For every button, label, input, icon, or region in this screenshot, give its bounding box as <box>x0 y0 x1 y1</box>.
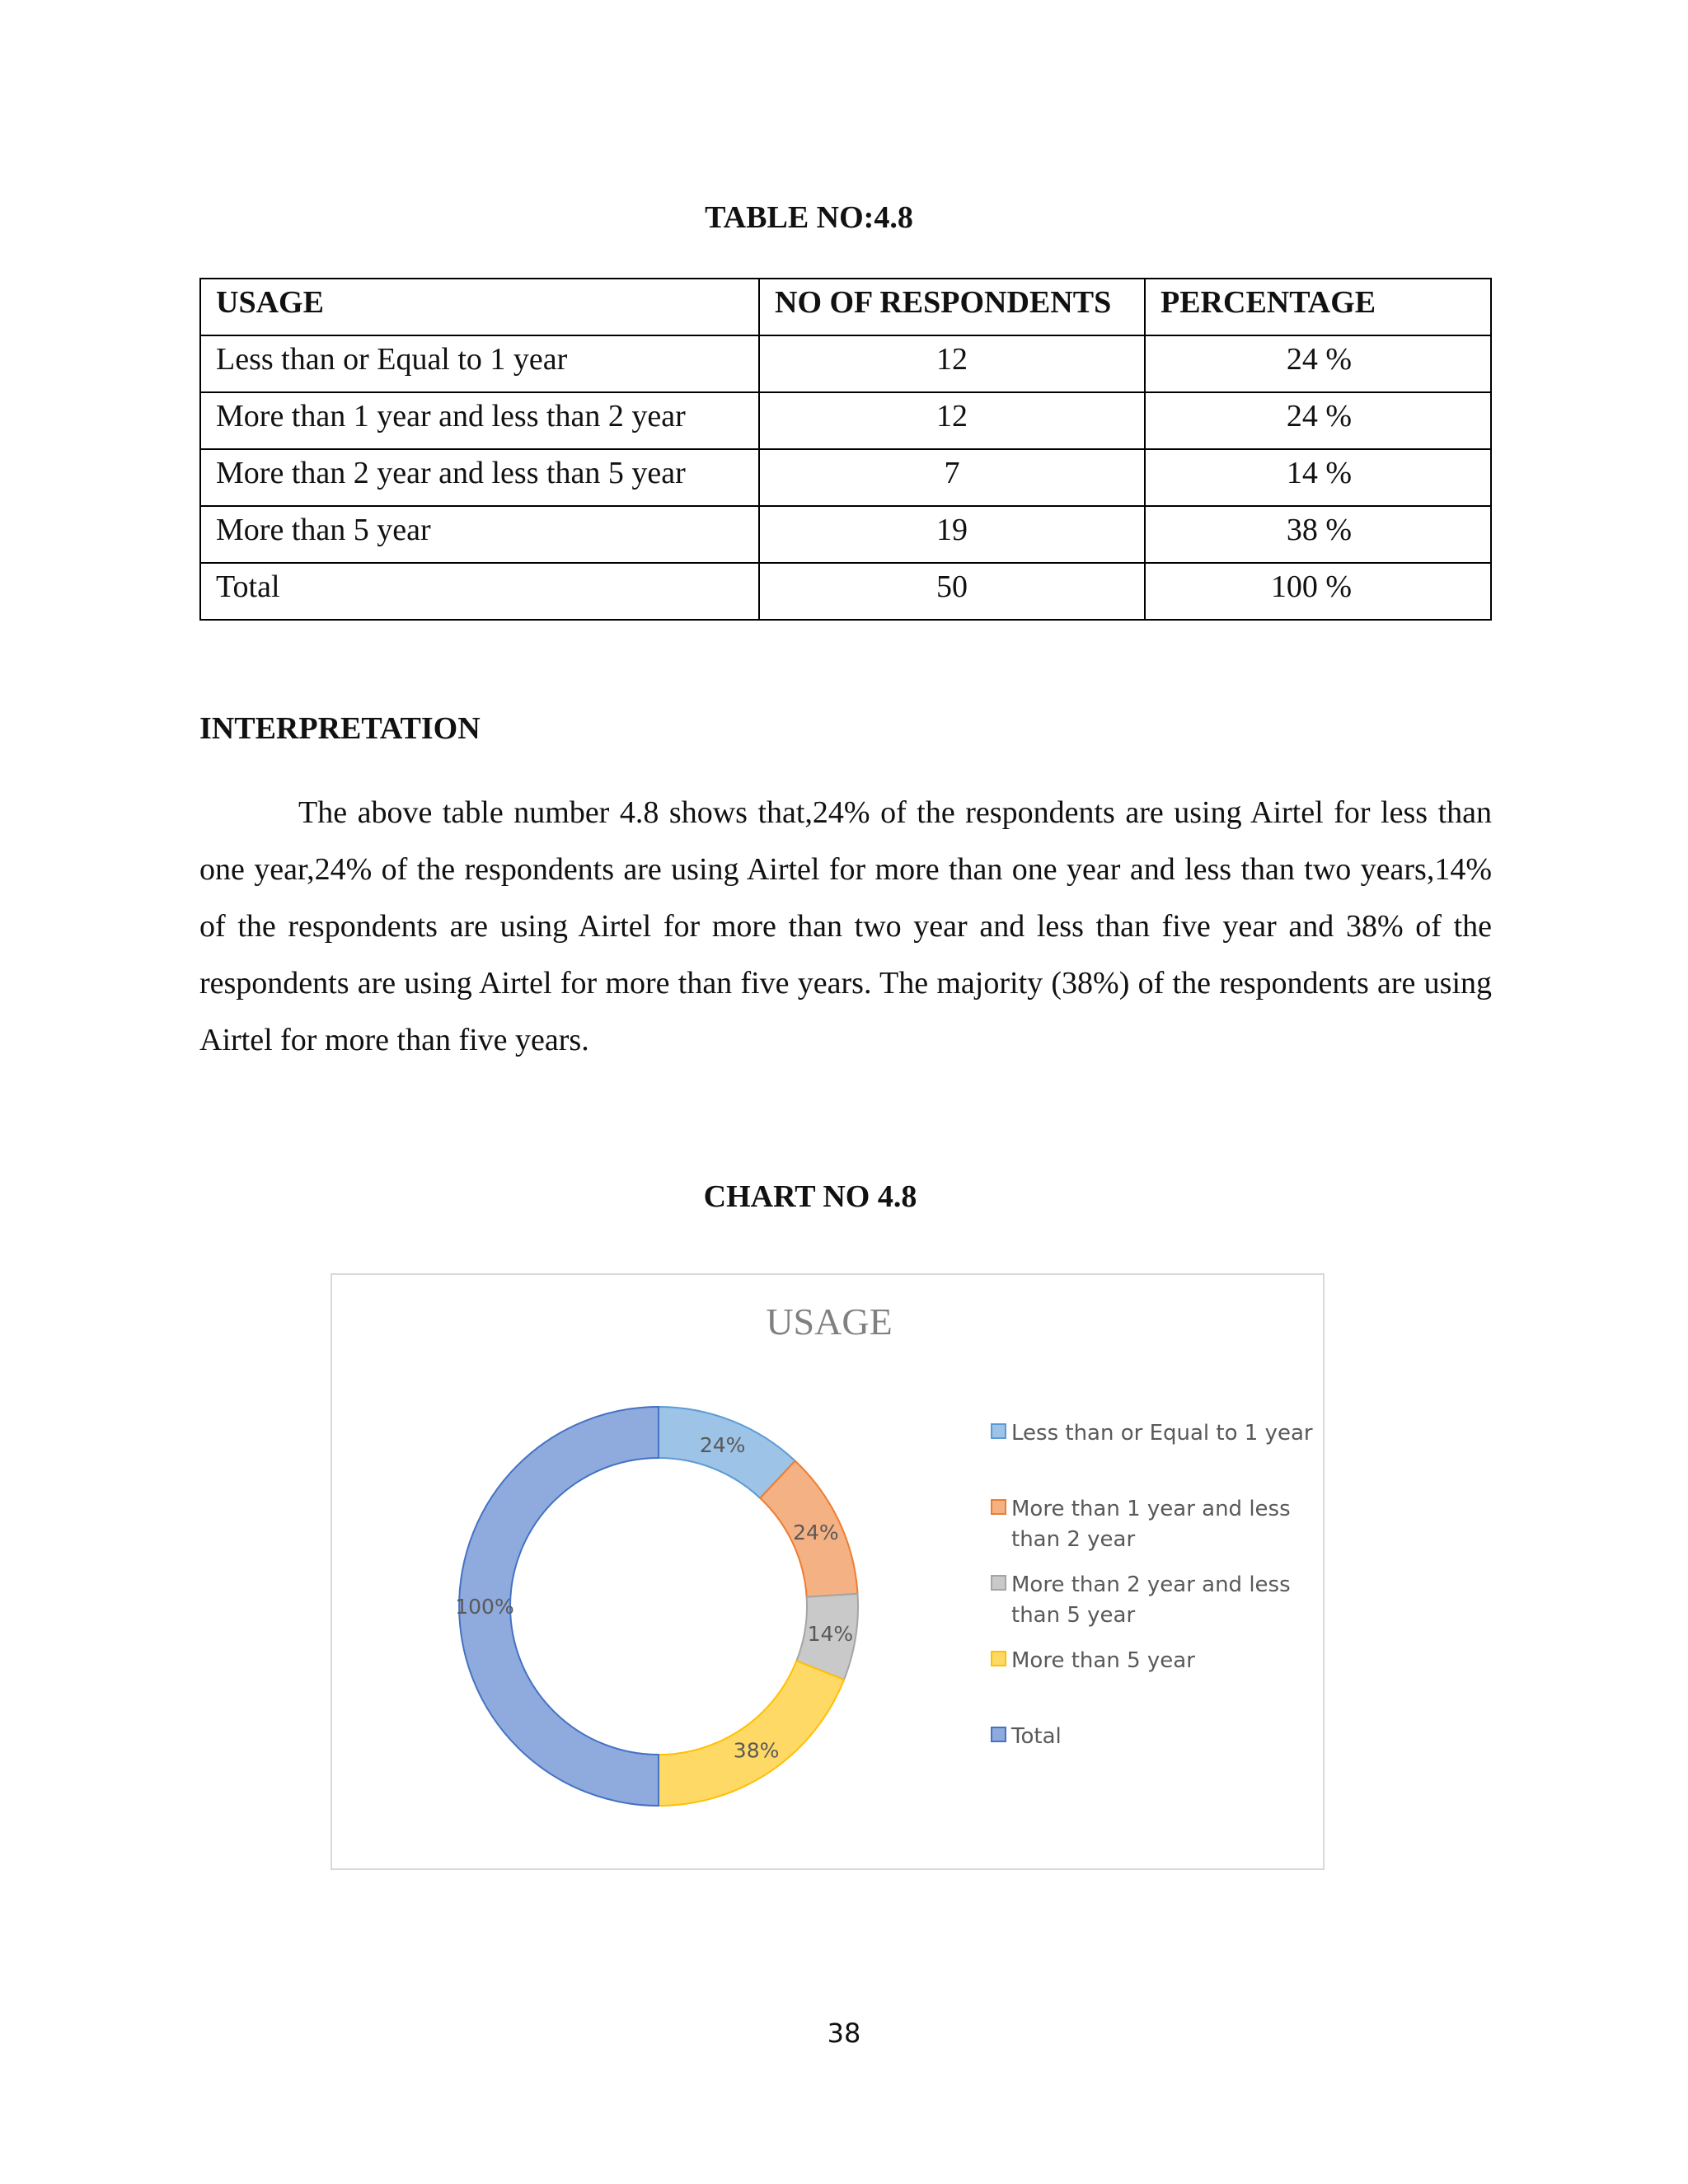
doughnut-chart <box>332 1275 1323 1868</box>
cell-respondents: 12 <box>759 335 1145 392</box>
cell-usage: More than 5 year <box>200 506 759 563</box>
usage-table <box>199 278 1492 621</box>
cell-usage: Less than or Equal to 1 year <box>200 335 759 392</box>
table-header-row <box>200 279 1491 335</box>
table-row <box>200 392 1491 449</box>
cell-percentage: 14 % <box>1145 449 1491 506</box>
legend-swatch <box>992 1652 1006 1666</box>
cell-usage: Total <box>200 563 759 620</box>
table-title: TABLE NO:4.8 <box>705 200 913 235</box>
doughnut-slice <box>659 1661 844 1806</box>
chart-slices <box>459 1407 858 1806</box>
chart-title: USAGE <box>766 1301 893 1343</box>
table-row <box>200 506 1491 563</box>
data-label: 38% <box>733 1738 780 1763</box>
legend-label: More than 2 year and less <box>1011 1572 1291 1597</box>
legend-swatch <box>992 1500 1006 1514</box>
cell-usage: More than 2 year and less than 5 year <box>200 449 759 506</box>
legend-label: Less than or Equal to 1 year <box>1011 1421 1313 1446</box>
data-label: 24% <box>699 1432 746 1457</box>
header-percentage: PERCENTAGE <box>1145 279 1491 335</box>
legend-label: than 5 year <box>1011 1603 1136 1628</box>
header-usage: USAGE <box>200 279 759 335</box>
cell-percentage: 38 % <box>1145 506 1491 563</box>
page-number: 38 <box>827 2018 861 2049</box>
cell-percentage: 24 % <box>1145 335 1491 392</box>
chart-area <box>331 1273 1325 1870</box>
cell-percentage: 100 % <box>1145 563 1491 620</box>
header-respondents: NO OF RESPONDENTS <box>759 279 1145 335</box>
interpretation-paragraph: The above table number 4.8 shows that,24% of the respondents are using Airtel for less than one year,24% of the respondents are using Airtel for more than one year and less than two years,14% of the respondents are using Airtel for more than two year and less than five year and 38% of the respondents are using Airtel for more than five years. The majority (38%) of the respondents are using Airtel for more than five years. <box>199 795 1492 1057</box>
chart-legend <box>992 1421 1313 1749</box>
legend-swatch <box>992 1727 1006 1741</box>
data-label: 100% <box>455 1595 514 1619</box>
legend-swatch <box>992 1576 1006 1590</box>
cell-respondents: 19 <box>759 506 1145 563</box>
legend-swatch <box>992 1424 1006 1438</box>
legend-label: More than 5 year <box>1011 1648 1195 1673</box>
interpretation-heading: INTERPRETATION <box>199 711 481 746</box>
table-row <box>200 449 1491 506</box>
data-label: 24% <box>793 1521 839 1545</box>
cell-respondents: 50 <box>759 563 1145 620</box>
table-row <box>200 335 1491 392</box>
chart-caption: CHART NO 4.8 <box>703 1179 917 1214</box>
legend-label: More than 1 year and less <box>1011 1497 1291 1521</box>
legend-label: Total <box>1011 1724 1062 1749</box>
cell-percentage: 24 % <box>1145 392 1491 449</box>
cell-respondents: 12 <box>759 392 1145 449</box>
table-row-total <box>200 563 1491 620</box>
cell-usage: More than 1 year and less than 2 year <box>200 392 759 449</box>
legend-label: than 2 year <box>1011 1527 1136 1552</box>
data-label: 14% <box>807 1622 854 1647</box>
cell-respondents: 7 <box>759 449 1145 506</box>
